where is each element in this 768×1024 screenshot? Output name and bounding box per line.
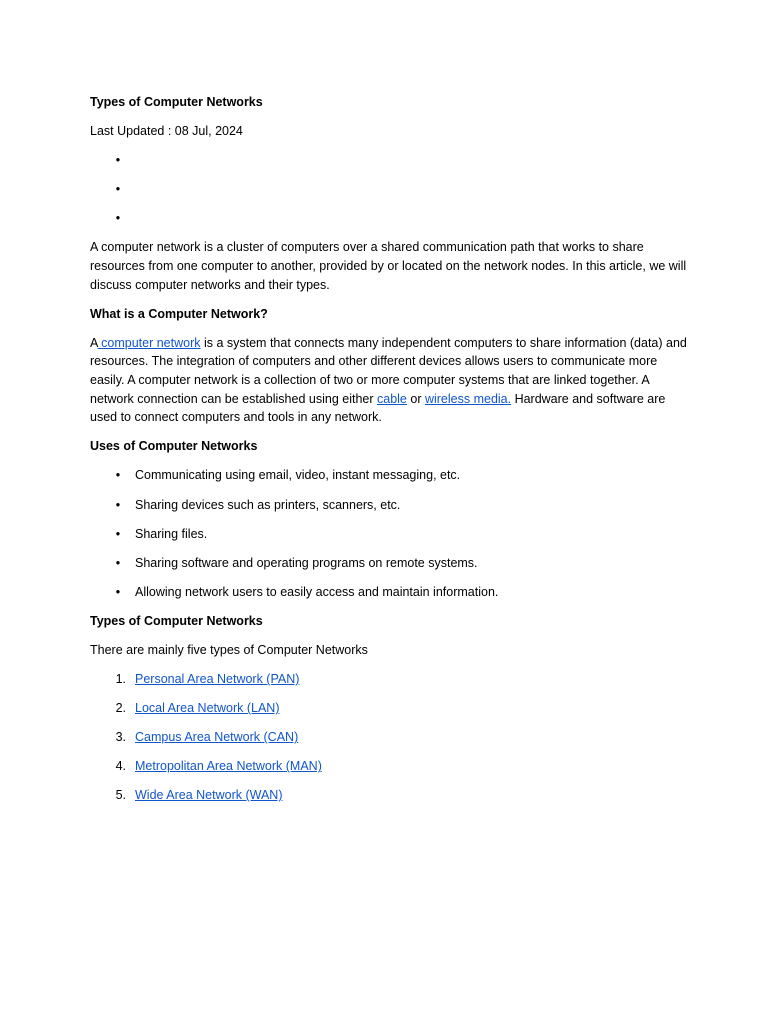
uses-heading: Uses of Computer Networks	[90, 439, 258, 454]
types-intro: There are mainly five types of Computer Networks	[90, 642, 368, 657]
what-text-1: is a system that connects many independent computers to share information (data) and resources. The integration of computers and other different devices allows users to communicate more easily. A computer network is a collection of two or more computer systems that are linked together. A network connection can be established using either	[90, 335, 687, 406]
last-updated: Last Updated : 08 Jul, 2024	[90, 124, 243, 139]
uses-item-text: Allowing network users to easily access and maintain information.	[135, 584, 499, 599]
empty-bullet-item	[90, 180, 690, 199]
uses-item-text: Sharing devices such as printers, scanners, etc.	[135, 497, 401, 512]
what-prefix: A	[90, 335, 98, 350]
computer-network-link[interactable]: computer network	[97, 335, 201, 350]
document-page	[90, 93, 690, 816]
article-title: Types of Computer Networks	[90, 95, 263, 109]
bullet-icon: •	[115, 497, 121, 512]
uses-item-text: Sharing files.	[135, 526, 208, 541]
uses-list	[90, 466, 690, 601]
what-paragraph	[90, 334, 690, 427]
types-list	[90, 670, 690, 805]
bullet-icon: •	[115, 584, 121, 599]
bullet-icon: •	[115, 526, 121, 541]
types-list-item	[90, 670, 690, 689]
what-text-2: or	[406, 391, 425, 406]
uses-list-item	[90, 525, 690, 544]
types-list-item	[90, 699, 690, 718]
wireless-media-link[interactable]: wireless media.	[424, 391, 512, 406]
list-number: 1.	[115, 672, 126, 687]
uses-item-text: Sharing software and operating programs on remote systems.	[135, 555, 478, 570]
empty-bullet-list	[90, 151, 690, 228]
uses-list-item	[90, 496, 690, 515]
what-text-3: Hardware and software are used to connect computers and tools in any network.	[90, 391, 666, 425]
what-heading: What is a Computer Network?	[90, 306, 268, 321]
uses-list-item	[90, 466, 690, 485]
bullet-icon: •	[115, 211, 121, 226]
list-number: 4.	[115, 759, 126, 774]
types-heading: Types of Computer Networks	[90, 613, 263, 628]
uses-list-item	[90, 554, 690, 573]
wan-link[interactable]: Wide Area Network (WAN)	[135, 788, 283, 803]
uses-list-item	[90, 583, 690, 602]
bullet-icon: •	[115, 182, 121, 197]
intro-paragraph: A computer network is a cluster of computers over a shared communication path that works to share resources from one computer to another, provided by or located on the network nodes. In this article, we will discuss computer networks and their types.	[90, 240, 687, 292]
types-list-item	[90, 757, 690, 776]
empty-bullet-item	[90, 151, 690, 170]
list-number: 5.	[115, 788, 126, 803]
empty-bullet-item	[90, 209, 690, 228]
man-link[interactable]: Metropolitan Area Network (MAN)	[135, 759, 322, 774]
pan-link[interactable]: Personal Area Network (PAN)	[135, 672, 300, 687]
cable-link[interactable]: cable	[377, 391, 407, 406]
bullet-icon: •	[115, 555, 121, 570]
bullet-icon: •	[115, 468, 121, 483]
bullet-icon: •	[115, 153, 121, 168]
lan-link[interactable]: Local Area Network (LAN)	[135, 701, 280, 716]
uses-item-text: Communicating using email, video, instant messaging, etc.	[135, 468, 461, 483]
types-list-item	[90, 728, 690, 747]
types-list-item	[90, 786, 690, 805]
list-number: 3.	[115, 730, 126, 745]
list-number: 2.	[115, 701, 126, 716]
can-link[interactable]: Campus Area Network (CAN)	[135, 730, 299, 745]
